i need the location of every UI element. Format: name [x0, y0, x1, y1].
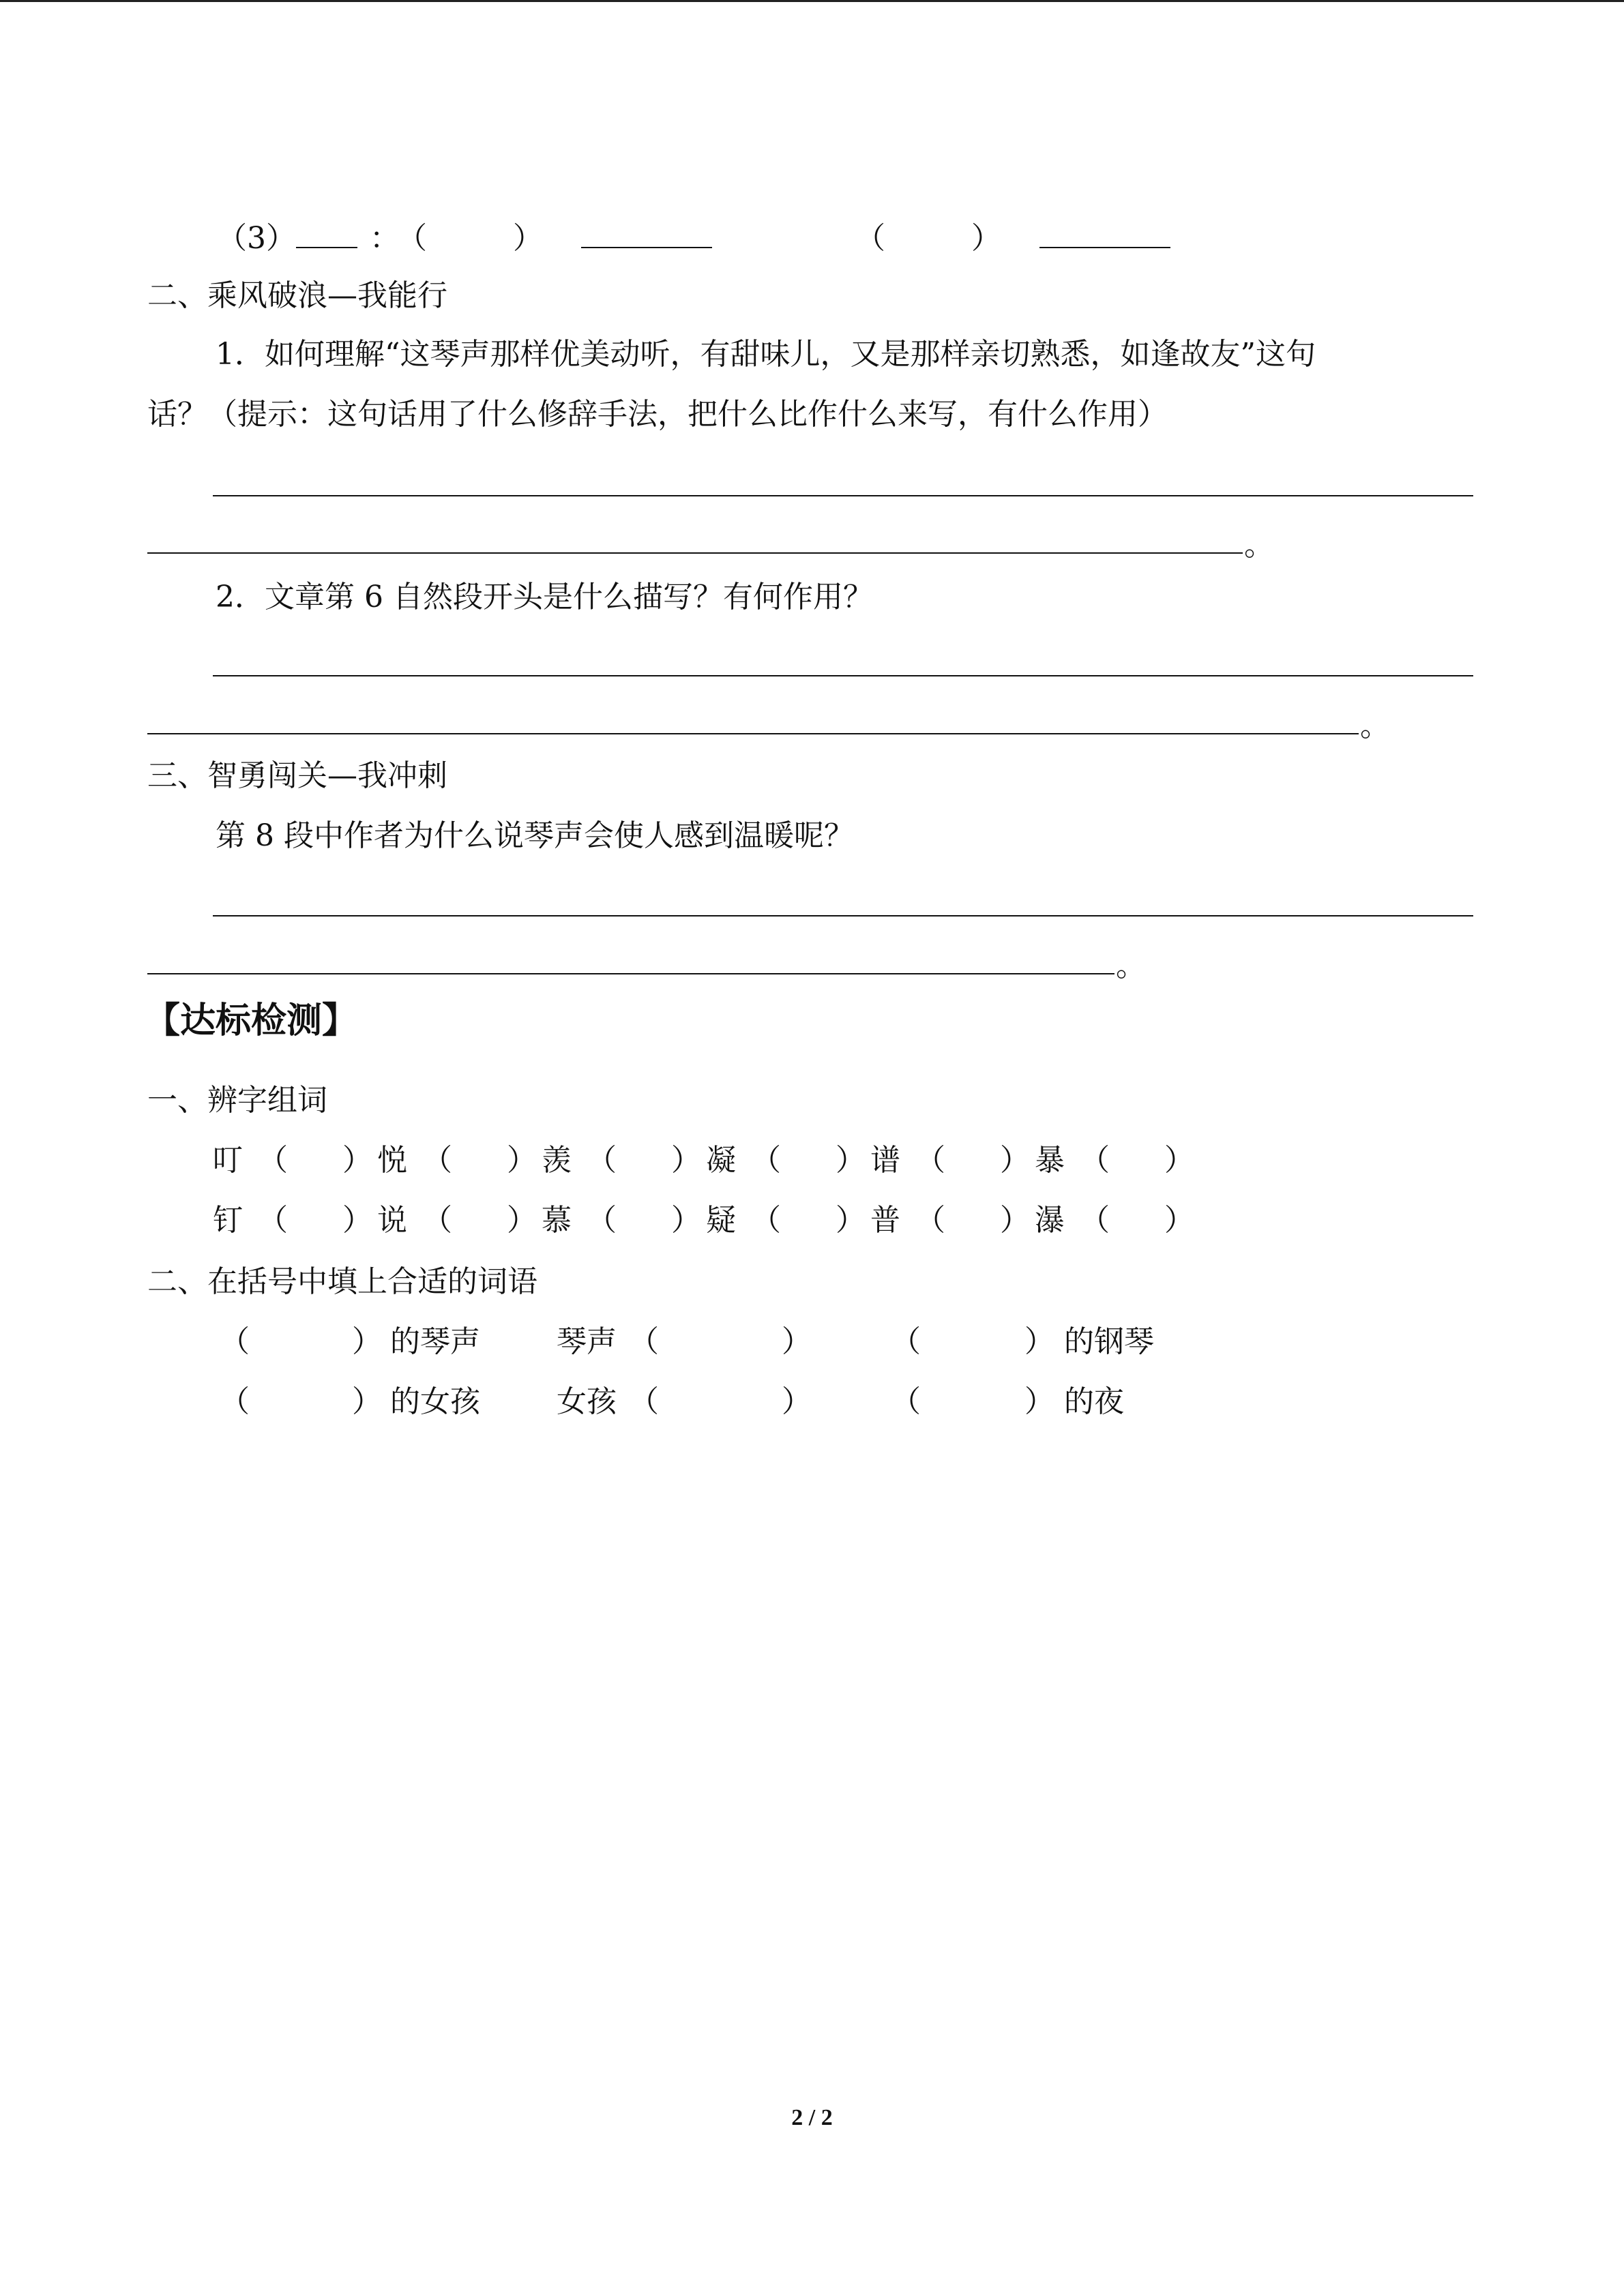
answer-blank[interactable] — [288, 1140, 342, 1181]
open-paren: （ — [915, 1203, 945, 1238]
word-char: 钉 — [213, 1203, 243, 1238]
answer-blank[interactable] — [1110, 1140, 1164, 1181]
close-paren: ） — [352, 1384, 382, 1419]
item3-row — [217, 217, 1170, 259]
answer2-line1[interactable] — [213, 675, 1473, 676]
question2: 2．文章第 6 自然段开头是什么描写？有何作用？ — [216, 580, 873, 614]
open-paren: （ — [422, 1203, 452, 1238]
check-section2-title: 二、在括号中填上合适的词语 — [147, 1264, 537, 1299]
open-paren: （ — [220, 1384, 250, 1419]
fill-word: 的钢琴 — [1064, 1324, 1154, 1359]
item3-colon: ： — [370, 221, 400, 256]
fill-word: 的女孩 — [390, 1384, 480, 1419]
open-paren: （ — [629, 1384, 659, 1419]
close-paren: ） — [342, 1203, 372, 1238]
fill-word: 的琴声 — [390, 1324, 480, 1359]
open-paren: （ — [891, 1324, 921, 1359]
open-paren: （ — [587, 1203, 617, 1238]
close-paren: ） — [1024, 1384, 1054, 1419]
item3-blank-b[interactable] — [1039, 217, 1170, 248]
answer-blank[interactable] — [781, 1140, 836, 1181]
word-char: 疑 — [706, 1203, 736, 1238]
page-number: 2 / 2 — [791, 2105, 833, 2130]
answer1-line2[interactable] — [147, 552, 1243, 554]
fill-word: 的夜 — [1064, 1384, 1124, 1419]
answer-blank[interactable] — [1110, 1200, 1164, 1241]
close-paren: ） — [352, 1324, 382, 1359]
word-char: 凝 — [706, 1143, 736, 1178]
close-paren: ） — [671, 1203, 701, 1238]
answer-blank[interactable] — [781, 1200, 836, 1241]
word-char: 普 — [870, 1203, 900, 1238]
close-paren: ） — [836, 1203, 866, 1238]
section2-title: 二、乘风破浪—我能行 — [147, 278, 447, 313]
item3-blank-char[interactable] — [296, 217, 357, 248]
answer3-period: 。 — [1116, 949, 1146, 983]
word-char: 瀑 — [1035, 1203, 1065, 1238]
item3-number: （3） — [217, 221, 296, 256]
answer3-line2[interactable] — [147, 973, 1114, 974]
close-paren: ） — [1000, 1203, 1030, 1238]
close-paren: ） — [1164, 1203, 1194, 1238]
word-char: 说 — [377, 1203, 407, 1238]
item3-paren-a: （ ） — [412, 221, 581, 256]
answer1-period: 。 — [1244, 528, 1274, 563]
word-char: 慕 — [542, 1203, 572, 1238]
item3-blank-a[interactable] — [581, 217, 712, 248]
open-paren: （ — [751, 1203, 781, 1238]
close-paren: ） — [1024, 1324, 1054, 1359]
section3-title: 三、智勇闯关—我冲刺 — [147, 758, 447, 793]
answer-blank[interactable] — [452, 1200, 507, 1241]
close-paren: ） — [782, 1384, 812, 1419]
close-paren: ） — [1164, 1143, 1194, 1178]
answer2-period: 。 — [1360, 709, 1390, 743]
fill-word: 琴声 — [557, 1324, 617, 1359]
open-paren: （ — [1080, 1143, 1110, 1178]
word-char: 叮 — [213, 1143, 243, 1178]
close-paren: ） — [671, 1143, 701, 1178]
open-paren: （ — [220, 1324, 250, 1359]
answer2-line2[interactable] — [147, 733, 1359, 734]
open-paren: （ — [587, 1143, 617, 1178]
answer3-line1[interactable] — [213, 915, 1473, 916]
close-paren: ） — [836, 1143, 866, 1178]
page-top-border — [0, 0, 1624, 2]
open-paren: （ — [891, 1384, 921, 1419]
close-paren: ） — [507, 1203, 537, 1238]
answer-blank[interactable] — [452, 1140, 507, 1181]
question3: 第 8 段中作者为什么说琴声会使人感到温暖呢？ — [216, 818, 854, 853]
answer-blank[interactable] — [617, 1140, 671, 1181]
fill-word: 女孩 — [557, 1384, 617, 1419]
open-paren: （ — [751, 1143, 781, 1178]
answer-blank[interactable] — [617, 1200, 671, 1241]
word-char: 谱 — [870, 1143, 900, 1178]
check-title: 【达标检测】 — [145, 1000, 358, 1041]
close-paren: ） — [1000, 1143, 1030, 1178]
open-paren: （ — [629, 1324, 659, 1359]
word-char: 羡 — [542, 1143, 572, 1178]
open-paren: （ — [422, 1143, 452, 1178]
word-char: 悦 — [377, 1143, 407, 1178]
word-char: 暴 — [1035, 1143, 1065, 1178]
open-paren: （ — [258, 1143, 288, 1178]
open-paren: （ — [915, 1143, 945, 1178]
answer-blank[interactable] — [945, 1200, 1000, 1241]
question1-line2: 话？（提示：这句话用了什么修辞手法，把什么比作什么来写，有什么作用） — [147, 397, 1168, 432]
item3-paren-b: （ ） — [855, 221, 1039, 256]
open-paren: （ — [258, 1203, 288, 1238]
answer1-line1[interactable] — [213, 495, 1473, 496]
answer-blank[interactable] — [288, 1200, 342, 1241]
close-paren: ） — [782, 1324, 812, 1359]
close-paren: ） — [507, 1143, 537, 1178]
question1-line1: 1．如何理解“这琴声那样优美动听，有甜味儿，又是那样亲切熟悉，如逢故友”这句 — [216, 337, 1316, 372]
close-paren: ） — [342, 1143, 372, 1178]
answer-blank[interactable] — [945, 1140, 1000, 1181]
open-paren: （ — [1080, 1203, 1110, 1238]
check-section1-title: 一、辨字组词 — [147, 1083, 327, 1118]
